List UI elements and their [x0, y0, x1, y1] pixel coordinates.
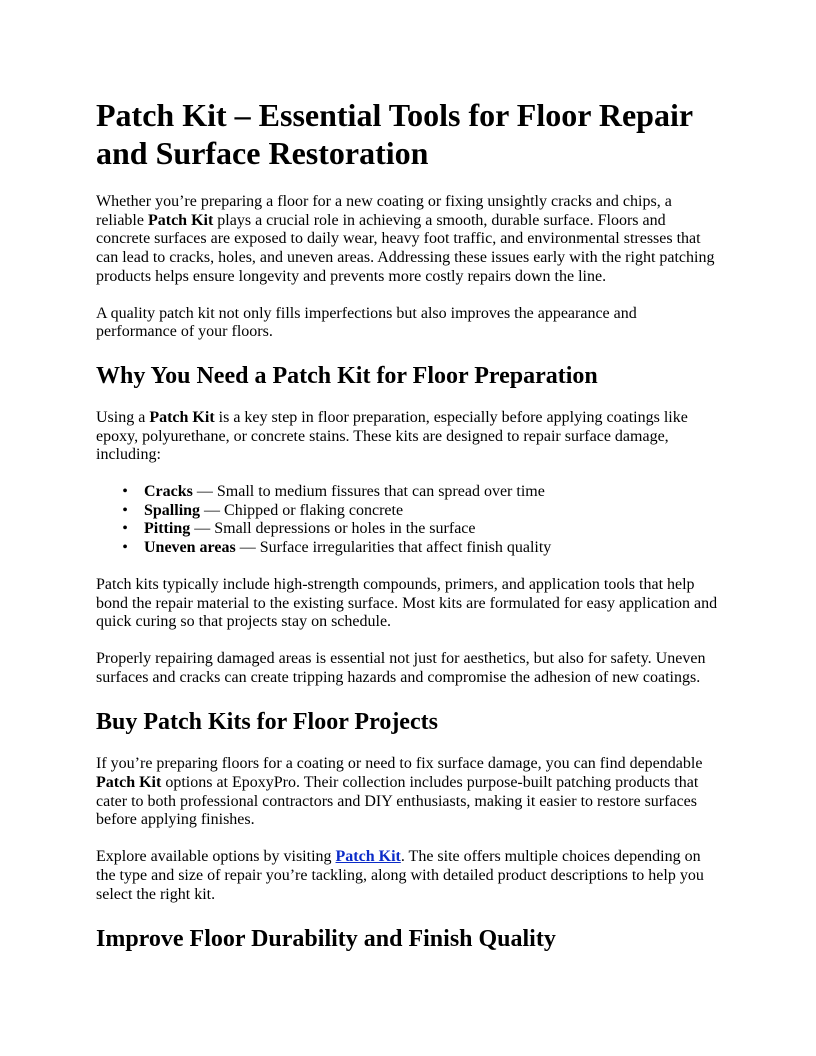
bullet-icon: • [122, 501, 128, 519]
need-p1-text-start: Using a [96, 408, 150, 426]
buy-paragraph-2 [96, 848, 720, 904]
list-item-pitting [96, 520, 720, 539]
bullet-icon: • [122, 520, 128, 538]
list-item-description: — Chipped or flaking concrete [200, 501, 404, 519]
need-p1-bold-term: Patch Kit [149, 408, 215, 426]
intro-paragraph-1 [96, 193, 720, 287]
need-paragraph-2: Patch kits typically include high-strength compounds, primers, and application tools that help bond the repair material to the existing surface. Most kits are formulated for easy application and quick curing so that projects stay on schedule. [96, 575, 718, 631]
list-item-term: Uneven areas [144, 539, 236, 557]
buy-paragraph-1 [96, 755, 720, 830]
document-body [96, 96, 720, 972]
damage-types-list [96, 483, 720, 558]
bullet-icon: • [122, 539, 128, 557]
list-item-term: Pitting [144, 520, 191, 538]
section-heading-need: Why You Need a Patch Kit for Floor Preparation [96, 362, 598, 389]
need-paragraph-3: Properly repairing damaged areas is essential not just for aesthetics, but also for safety. Uneven surfaces and cracks can create tripping hazards and compromise the adhesion of new coatings. [96, 649, 706, 686]
list-item-cracks [96, 483, 720, 502]
buy-p1-text-end: options at EpoxyPro. Their collection includes purpose-built patching products that cater to both professional contractors and DIY enthusiasts, making it easier to restore surfaces before applying finishes. [96, 774, 699, 829]
buy-p2-text-end: . The site offers multiple choices depending on the type and size of repair you’re tackling, along with detailed product descriptions to help you select the right kit. [96, 848, 704, 903]
list-item-term: Spalling [144, 501, 201, 519]
intro-paragraph-2: A quality patch kit not only fills imperfections but also improves the appearance and performance of your floors. [96, 304, 637, 341]
need-p1-text-end: is a key step in floor preparation, especially before applying coatings like epoxy, polyurethane, or concrete stains. These kits are designed to repair surface damage, including: [96, 408, 688, 464]
section-heading-buy: Buy Patch Kits for Floor Projects [96, 709, 438, 736]
list-item-description: — Surface irregularities that affect finish quality [235, 539, 552, 557]
intro-p1-text-end: plays a crucial role in achieving a smooth, durable surface. Floors and concrete surfaces are exposed to daily wear, heavy foot traffic, and environmental stresses that can lead to cracks, holes, and uneven areas. Addressing these issues early with the right patching products helps ensure longevity and prevents more costly repairs down the line. [96, 211, 715, 285]
intro-p1-text-start: Whether you’re preparing a floor for a new coating or fixing unsightly cracks and chips, a reliable [96, 193, 672, 229]
list-item-spalling [96, 502, 720, 521]
section-heading-improve: Improve Floor Durability and Finish Quality [96, 926, 556, 953]
intro-p1-bold-term: Patch Kit [147, 211, 214, 229]
buy-p1-text-start: If you’re preparing floors for a coating or need to fix surface damage, you can find dependable [96, 755, 703, 773]
patch-kit-link[interactable]: Patch Kit [335, 848, 401, 866]
list-item-description: — Small depressions or holes in the surface [190, 520, 476, 538]
bullet-icon: • [122, 483, 128, 501]
buy-p2-text-start: Explore available options by visiting [96, 848, 336, 866]
list-item-uneven-areas [96, 539, 720, 558]
buy-p1-bold-term: Patch Kit [96, 774, 162, 792]
list-item-description: — Small to medium fissures that can spread over time [192, 483, 545, 501]
need-paragraph-1 [96, 409, 720, 465]
page-title: Patch Kit – Essential Tools for Floor Repair and Surface Restoration [96, 97, 693, 171]
list-item-term: Cracks [144, 483, 193, 501]
